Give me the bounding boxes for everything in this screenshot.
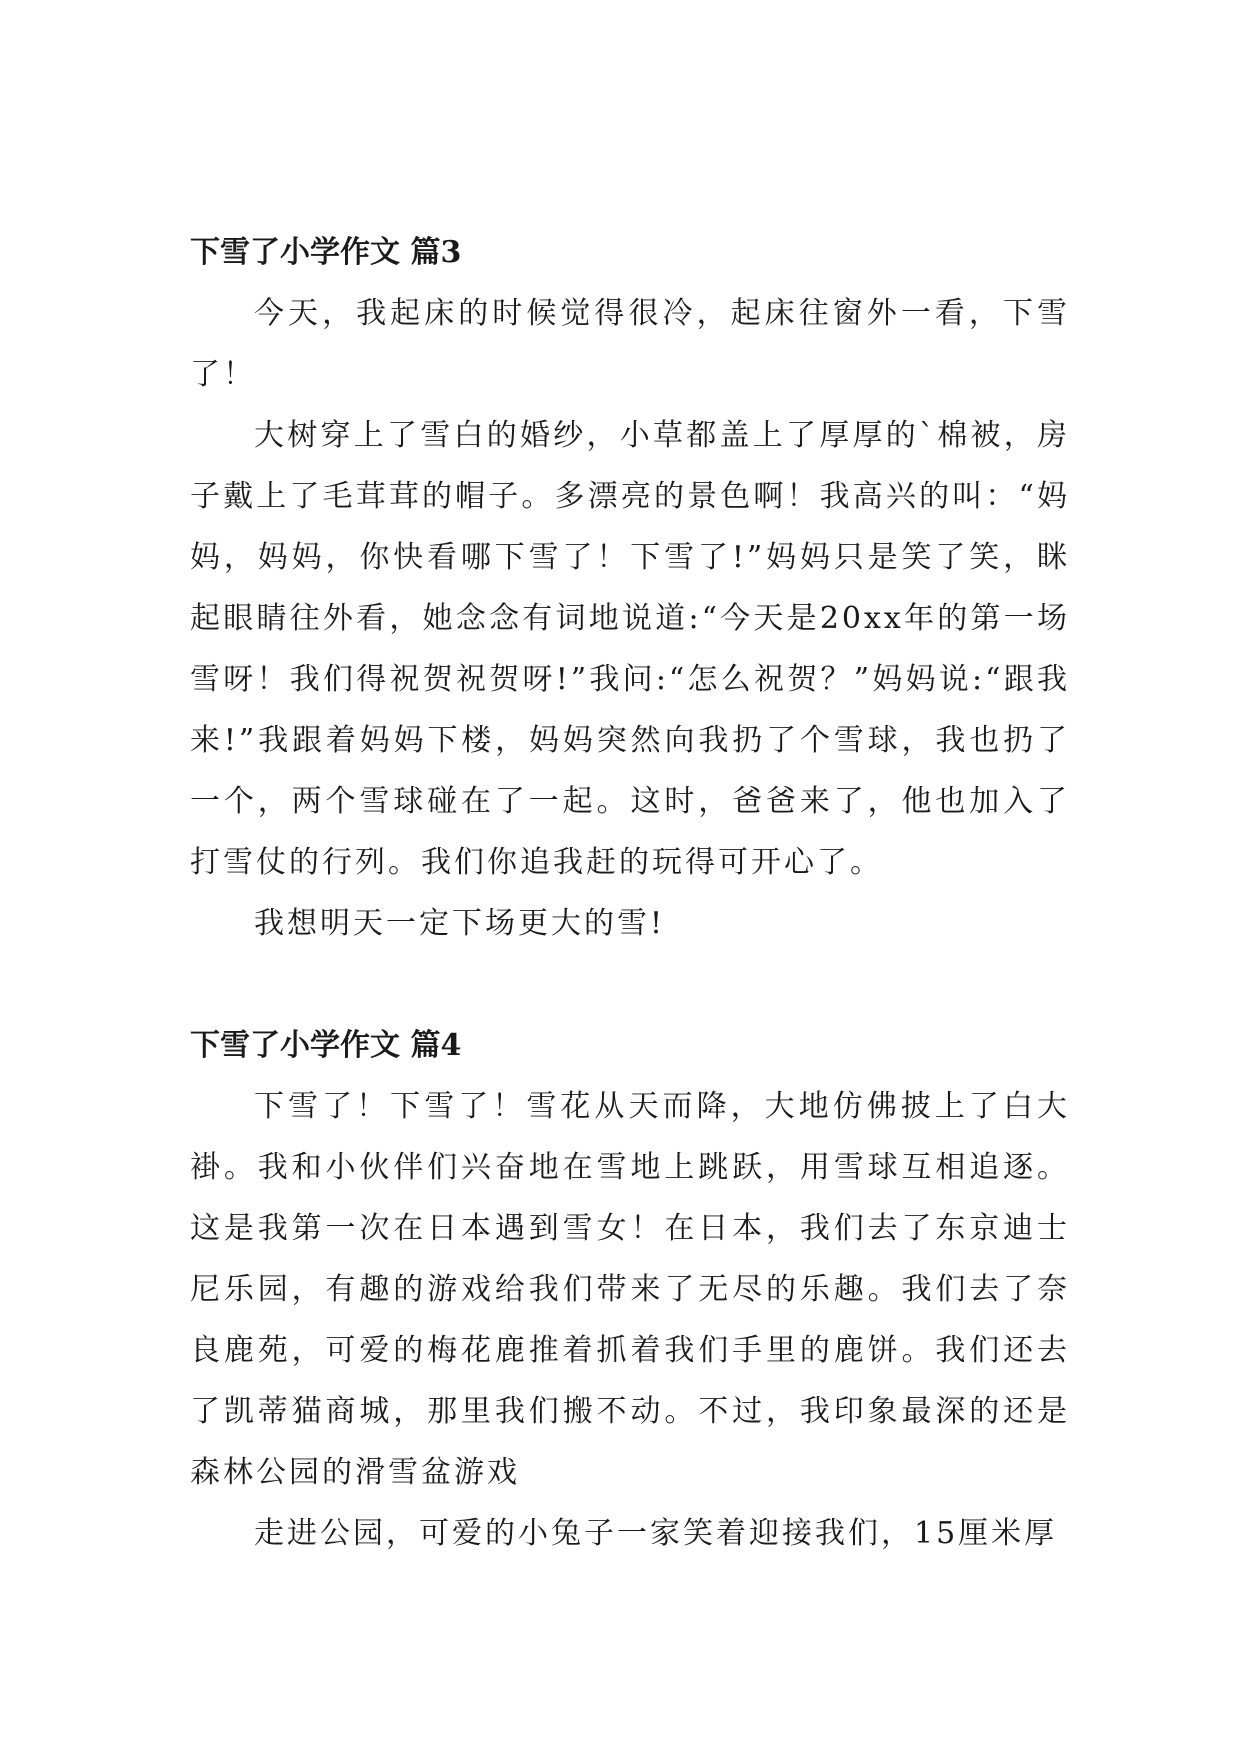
paragraph: 我想明天一定下场更大的雪!	[254, 906, 666, 941]
paragraph: 大树穿上了雪白的婚纱，小草都盖上了厚厚的`棉被，房子戴上了毛茸茸的帽子。多漂亮的景色啊！我高兴的叫：“妈妈，妈妈，你快看哪下雪了！下雪了!”妈妈只是笑了笑，眯起眼睛往外看，她念念有词地说道:“今天是20xx年的第一场雪呀！我们得祝贺祝贺呀!”我问:“怎么祝贺？”妈妈说:“跟我来!”我跟着妈妈下楼，妈妈突然向我扔了个雪球，我也扔了一个，两个雪球碰在了一起。这时，爸爸来了，他也加入了打雪仗的行列。我们你追我赶的玩得可开心了。	[190, 418, 1070, 880]
paragraph: 下雪了！下雪了！雪花从天而降，大地仿佛披上了白大褂。我和小伙伴们兴奋地在雪地上跳跃，用雪球互相追逐。这是我第一次在日本遇到雪女！在日本，我们去了东京迪士尼乐园，有趣的游戏给我们带来了无尽的乐趣。我们去了奈良鹿苑，可爱的梅花鹿推着抓着我们手里的鹿饼。我们还去了凯蒂猫商城，那里我们搬不动。不过，我印象最深的还是森林公园的滑雪盆游戏	[190, 1089, 1070, 1490]
document-page	[190, 222, 1070, 1564]
essay-section-4	[190, 1015, 1070, 1564]
section-heading: 下雪了小学作文 篇4	[190, 1028, 462, 1063]
section-spacer	[190, 954, 1070, 1015]
paragraph: 今天，我起床的时候觉得很冷，起床往窗外一看，下雪了！	[190, 296, 1070, 392]
paragraph: 走进公园，可爱的小兔子一家笑着迎接我们，15厘米厚	[254, 1516, 1058, 1551]
essay-section-3	[190, 222, 1070, 954]
section-heading: 下雪了小学作文 篇3	[190, 235, 462, 270]
